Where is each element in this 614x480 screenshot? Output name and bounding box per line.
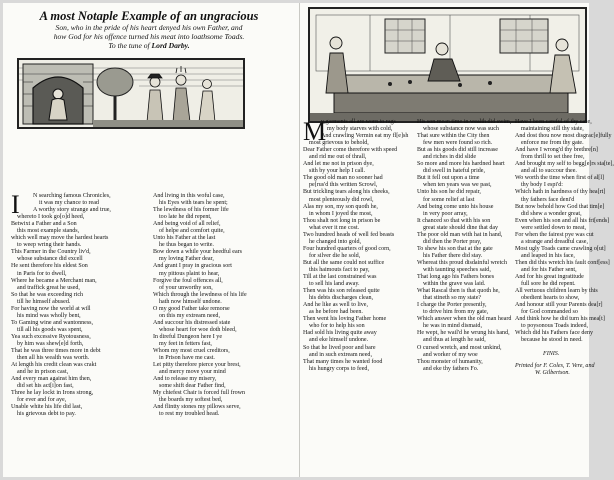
column-lines (303, 119, 415, 373)
verse-line: Which through the lewdness of his life (153, 291, 247, 298)
verse-line: And brought my self to begg[e]rs sta[te], (515, 161, 614, 168)
verse-line: for ever and for aye, (17, 397, 67, 404)
verse-line: Three he lay lockt in Irons strong, (11, 390, 94, 397)
verse-line: within the grave was laid. (423, 281, 486, 288)
verse-line: whose substance did excell (17, 256, 83, 263)
verse-line: my pittous plaint to hear, (159, 270, 220, 277)
verse-line: Yea such excessive Ryotousness, (11, 333, 91, 340)
verse-line: it was my chance to read (39, 200, 99, 207)
verse-line: And honour still your Parents dea[r] (515, 302, 603, 309)
verse-column-4 (417, 119, 513, 373)
verse-line: A worthy story strange and true, (33, 207, 111, 214)
verse-line: Then did this wretch his fault conf[ess] (515, 259, 610, 266)
verse-line: to rest my troubled head. (159, 411, 220, 418)
verse-line: his hungry corps to feed, (309, 365, 369, 372)
verse-line: my feet in fetters fast, (159, 340, 212, 347)
verse-line: few men were found so rich. (423, 140, 493, 147)
verse-line: this most example stands, (17, 228, 80, 235)
verse-line: and eke thy fathers Fo. (423, 365, 479, 372)
verse-line: what ever it me cost. (309, 224, 360, 231)
verse-line: Whom my most cruel creditors, (153, 348, 230, 355)
verse-line: on this my extream need, (159, 312, 220, 319)
verse-line: It chanced so that with his son (417, 217, 491, 224)
verse-line: And grant I pray in gracious sort (153, 263, 232, 270)
verse-line: Had sold his living quite away (303, 330, 377, 337)
verse-line: Unto his Father at the last (153, 235, 216, 242)
verse-line: and all to succour thee. (521, 168, 577, 175)
verse-line: that stineth so my state? (423, 295, 482, 302)
verse-line: from thrill to set thee free, (521, 154, 585, 161)
verse-line: Even when his son and all his fri[ends] (515, 217, 610, 224)
verse-line: O my good Father take remorse (153, 305, 230, 312)
verse-line: then all his wealth was worth. (17, 355, 90, 362)
verse-line: So that he was exceeding rich (11, 291, 84, 298)
tune-name: Lord Darby. (151, 41, 190, 50)
verse-line: and eke himself undone. (309, 337, 369, 344)
verse-line: And being void of all relief, (153, 221, 221, 228)
verse-line: Then went his loving Father home (303, 316, 387, 323)
verse-line: That long ago his Fathers bones (417, 274, 495, 281)
woodcut-garden-scene (17, 58, 245, 129)
verse-line: The lewdness of his former life (153, 207, 229, 214)
verse-line: some shift dear Father find, (159, 383, 226, 390)
verse-line: All vertuous children learn by this (515, 288, 598, 295)
verse-line: Two hundred heads of well fed beasts (303, 231, 395, 238)
verse-line: great state should dine that day (423, 224, 499, 231)
verse-line: Forgive the foul offences all, (153, 277, 223, 284)
verse-line: But all the same could not suffice (303, 259, 385, 266)
verse-line: That sure within the City then (417, 133, 490, 140)
verse-line: Thou monster of humanity, (417, 358, 483, 365)
verse-line: So more and more his hardned heart (417, 161, 505, 168)
verse-line: and riches in did slide (423, 154, 477, 161)
subtitle-line: Son, who in the pride of his heart denyed his own Father, and (55, 23, 243, 32)
verse-line: Thou shalt not long in prison be (303, 217, 381, 224)
printer-imprint-line: Printed for F. Coles, T. Vere, and (515, 362, 595, 369)
verse-line: O cursed wretch, and most unkind, (417, 344, 502, 351)
verse-line: most plenteously did rowl, (309, 196, 374, 203)
column-lines (515, 119, 614, 377)
verse-line: y garments all are worn to rags (321, 119, 396, 125)
verse-line: to weep wring their hands. (17, 242, 82, 249)
verse-line: this haimouts fact to pay, (309, 266, 370, 273)
verse-line: To shew his son that at the gate (417, 245, 493, 252)
subtitle-line: how God for his offence turned his meat into loathsome Toads. (53, 32, 245, 41)
verse-line: Bow down a while your heedful ears (153, 249, 242, 256)
verse-line: his Eyes with tears he spent; (159, 200, 228, 207)
verse-line: And let me not in prison dye, (303, 161, 374, 168)
verse-line: pe[rus'd this written Scrowl, (309, 182, 378, 189)
verse-line: to sell his land away. (309, 281, 360, 288)
verse-line: thy body I espi'd: (521, 182, 563, 189)
woodcut-counting-house-scene (308, 7, 587, 123)
verse-line: And think how he did turn his mea[t] (515, 316, 605, 323)
verse-line: when ten years was we past, (423, 182, 492, 189)
column-lines (417, 119, 513, 373)
verse-line: to poysonous Toads indeed, (521, 323, 588, 330)
broadside-sheet (3, 3, 614, 477)
verse-line: Betwixt a Father and a Son (11, 221, 77, 228)
verse-line: in Paris for to dwell, (17, 270, 67, 277)
verse-line: of helpe and comfort quite, (159, 228, 225, 235)
verse-line: Dear Father come therefore with speed (303, 147, 398, 154)
column-lines (11, 190, 151, 419)
verse-line: But trickling tears along his cheeks, (303, 189, 390, 196)
drop-cap-letter: M (303, 117, 327, 146)
drop-cap-letter: I (11, 190, 20, 219)
verse-line: He wept, he wail'd he wrung his hand, (417, 330, 510, 337)
finis-label: FINIS. (543, 350, 560, 357)
verse-line: full sore he did repent. (521, 281, 576, 288)
verse-line: till all his goods was spent, (17, 326, 83, 333)
verse-line: did swell in hateful pride, (423, 168, 485, 175)
verse-line: But it fell out upon a time (417, 175, 480, 182)
verse-line: For having now the world at will (11, 305, 91, 312)
verse-line: But as his goods did still increase (417, 147, 498, 154)
verse-line: Then was his son released quite (303, 288, 380, 295)
tune-prefix: To the tune of (108, 41, 150, 50)
verse-line: for silver die he sold, (309, 252, 361, 259)
verse-line: The good old man no sooner had (303, 175, 383, 182)
verse-line: and for his Father sent, (521, 266, 577, 273)
verse-line: were settled down to meat, (521, 224, 586, 231)
verse-line: What Rascal then is that quoth he, (417, 288, 500, 295)
verse-line: by him was shew[e]d forth, (17, 340, 84, 347)
verse-line: to drive him from my gate, (423, 309, 489, 316)
verse-line: And flintty stones my pillows serve, (153, 404, 241, 411)
verse-line: To Gaming wine and wantonness, (11, 319, 94, 326)
center-fold (299, 3, 300, 477)
verse-line: Have I been careful of thy case, (515, 119, 592, 125)
verse-line: enforce me from thy gate. (521, 140, 584, 147)
verse-line: till he himself abused. (17, 298, 71, 305)
verse-line: and leaped in his face, (521, 252, 575, 259)
verse-line: So that he lived poor and bare (303, 344, 376, 351)
verse-line: because he stood in need. (521, 337, 583, 344)
verse-line: he thus began to write. (159, 242, 214, 249)
verse-line: And crawling Vermin eat my fl[e]sh (321, 133, 409, 140)
verse-line: whose heart for woe doth bleed, (159, 326, 237, 333)
verse-line: His son mean time in wealth did swim, (417, 119, 512, 125)
verse-line: That he was three times more in debt (11, 348, 101, 355)
verse-line: Wo worth the time when first of al[l] (515, 175, 605, 182)
verse-line: thy fathers face deni'd (521, 196, 575, 203)
verse-line: Which answer when the old man heard (417, 316, 512, 323)
verse-line: and traffick great he used, (17, 284, 80, 291)
verse-line: And living in this woful case, (153, 193, 225, 199)
verse-line: That many times he wanted food (303, 358, 383, 365)
verse-line: he was in mind dismaid, (423, 323, 482, 330)
verse-line: And for his great ingratitude (515, 274, 584, 281)
verse-line: Till at the last constrained was (303, 274, 377, 281)
verse-line: Which hath in hardness of thy hea[rt] (515, 189, 606, 196)
verse-line: his mind was wholly bent, (17, 312, 81, 319)
verse-column-5 (515, 119, 614, 377)
verse-line: and rid me out of thrall, (309, 154, 367, 161)
verse-line: At length his credit clean was crakt (11, 362, 97, 369)
verse-line: Unable white his life did last, (11, 404, 83, 411)
verse-line: with taunting speeches said, (423, 266, 491, 273)
tune-line (13, 41, 285, 50)
verse-line: for God commanded so (521, 309, 578, 316)
verse-line: most grievous to behold, (309, 140, 369, 147)
verse-line: And succour his distressed state (153, 319, 231, 326)
verse-line: hath now himself undone. (159, 298, 222, 305)
verse-line: and in such extream need, (309, 351, 372, 358)
verse-line: my loving Father dear, (159, 256, 214, 263)
verse-line: Which did his Fathers face deny (515, 330, 594, 337)
verse-line: he changed into gold, (309, 238, 362, 245)
verse-column-1 (11, 190, 151, 419)
title-block (13, 9, 285, 50)
verse-line: My chiefest Chair is forced full frown (153, 390, 246, 397)
verse-line: Whereat this proud disdainful wretch (417, 259, 508, 266)
verse-line: In direful Dungeon here I ye (153, 333, 223, 340)
verse-line: Alas my son, my son quoth he, (303, 203, 378, 210)
verse-line: Four hundred quarters of good corn, (303, 245, 391, 252)
verse-line: I charge the Porter presently, (417, 302, 487, 309)
verse-line: Unto his son he did repair, (417, 189, 481, 196)
verse-line: He sent therefore his eldest Son (11, 263, 88, 270)
verse-line: a strange and dreadful case, (521, 238, 588, 245)
verse-line: as he before had been. (309, 309, 363, 316)
verse-line: in Prison have me cast. (159, 355, 215, 362)
verse-line: the boards my softest bed, (159, 397, 223, 404)
verse-line: did then the Porter pray, (423, 238, 482, 245)
verse-line: And have I wrong'd thy brethre[n] (515, 147, 598, 154)
verse-line: sith by your help I call. (309, 168, 366, 175)
verse-column-3 (303, 119, 415, 373)
verse-line: maintaining still thy state, (521, 126, 584, 133)
printer-imprint-line: W. Gilbertson. (535, 369, 570, 376)
column-lines (153, 193, 293, 419)
ballad-title: A most Notaple Example of an ungracious (39, 9, 259, 23)
verse-line: This Farmer in the Country liv'd, (11, 249, 91, 256)
verse-line: And he like as well to live, (303, 302, 368, 309)
verse-line: N searching famous Chronicles, (33, 193, 111, 199)
verse-line: and worker of my woe (423, 351, 478, 358)
verse-line: Most ugly Toads came crawling o[ut] (515, 245, 606, 252)
verse-line: and mercy move your mind (159, 369, 226, 376)
verse-line: whereto I took go[o]d heed, (17, 214, 85, 221)
verse-line: of your unworthy son, (159, 284, 213, 291)
verse-line: his debts discharges clean, (309, 295, 374, 302)
verse-line: But now behold how God that tim[e] (515, 203, 605, 210)
verse-line: And being come unto his house (417, 203, 494, 210)
verse-line: The poor old man with hat in hand, (417, 231, 503, 238)
verse-line: Where he became a Merchant man, (11, 277, 97, 284)
verse-line: his grievous debt to pay. (17, 411, 76, 418)
verse-line: in whom I joyed the most, (309, 210, 373, 217)
verse-line: my body starves with cold, (327, 126, 393, 133)
verse-line: and thus at length he said, (423, 337, 486, 344)
verse-line: Let pitty therefore pierce your brest, (153, 362, 241, 369)
verse-line: for some relief at last (423, 196, 475, 203)
verse-column-2 (153, 193, 293, 419)
verse-line: too late he did repent, (159, 214, 212, 221)
verse-line: and he in prison cast, (17, 369, 69, 376)
verse-line: in very poor array, (423, 210, 468, 217)
verse-line: And every man against him then, (11, 376, 92, 383)
verse-line: did set his act[i]on fast, (17, 383, 74, 390)
verse-line: his Father there did stay. (423, 252, 483, 259)
verse-line: whose substance now was such (423, 126, 499, 133)
verse-line: did shew a wonder great, (521, 210, 582, 217)
verse-line: who for to help his son (309, 323, 365, 330)
verse-line: And dost thou now most disgrac[e]fully (515, 133, 612, 140)
verse-line: obedient hearts to show, (521, 295, 580, 302)
verse-line: And to release my misery, (153, 376, 217, 383)
verse-line: which well may move the hardest hearts (11, 235, 109, 242)
verse-line: For when the fairest pye was cut (515, 231, 594, 238)
